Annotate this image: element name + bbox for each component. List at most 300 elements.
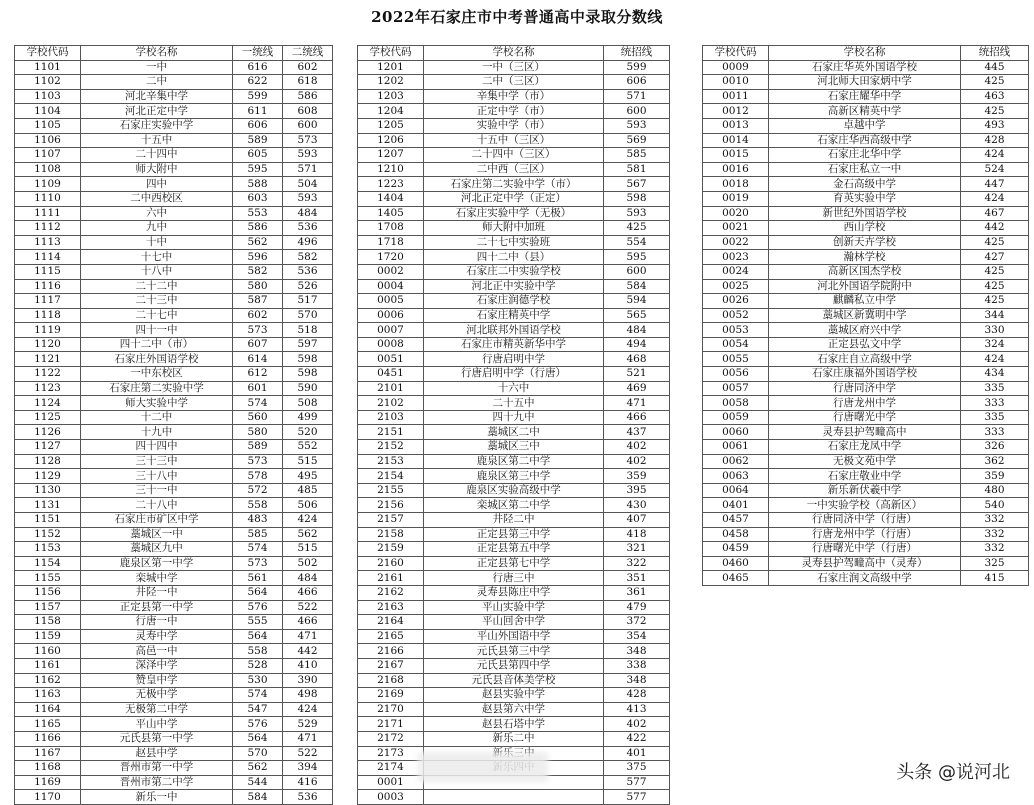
school-name: 二十三中 [81,294,233,309]
school-code: 2151 [358,425,424,440]
table-row [703,279,1029,294]
table-row [703,133,1029,148]
school-code: 0064 [703,483,769,498]
school-name: 一中（三区） [424,60,604,75]
table-header-row [358,46,670,61]
table-row [15,600,333,615]
score-unified: 425 [961,75,1029,90]
header-score-1: 一统线 [233,46,283,61]
table-row [15,323,333,338]
table-row [358,367,670,382]
school-code: 0051 [358,352,424,367]
school-name: 四十九中 [424,410,604,425]
page-title: 2022年石家庄市中考普通高中录取分数线 [371,8,663,26]
score-unified-1: 558 [233,498,283,513]
score-unified: 595 [604,250,670,265]
score-unified: 571 [604,89,670,104]
table-row [703,118,1029,133]
score-unified-1: 564 [233,585,283,600]
score-unified-1: 587 [233,294,283,309]
school-name: 藁城区新冀明中学 [769,308,961,323]
school-name: 石家庄润德学校 [424,294,604,309]
table-row [358,702,670,717]
score-unified-1: 560 [233,410,283,425]
school-name: 行唐一中 [81,615,233,630]
score-unified: 469 [604,381,670,396]
school-name: 十五中（三区） [424,133,604,148]
table-row [703,162,1029,177]
table-row [703,308,1029,323]
school-name: 行唐曙光中学 [769,410,961,425]
score-unified-2: 618 [283,75,333,90]
score-unified: 471 [604,396,670,411]
school-name: 行唐龙州中学（行唐） [769,527,961,542]
school-code: 0002 [358,264,424,279]
school-code: 1201 [358,60,424,75]
school-name: 无极文苑中学 [769,454,961,469]
school-name: 西山学校 [769,221,961,236]
school-name: 平山实验中学 [424,600,604,615]
score-unified-1: 547 [233,702,283,717]
score-unified-2: 536 [283,790,333,805]
school-name: 井陉二中 [424,513,604,528]
table-row [15,396,333,411]
table-row [15,658,333,673]
school-name: 四中 [81,177,233,192]
score-unified: 425 [604,221,670,236]
score-unified-2: 466 [283,585,333,600]
table-row [703,556,1029,571]
score-unified-1: 573 [233,454,283,469]
score-unified: 593 [604,118,670,133]
school-name: 石家庄润文高级中学 [769,571,961,586]
table-row [703,235,1029,250]
school-name: 行唐龙州中学 [769,396,961,411]
school-code: 1112 [15,221,81,236]
table-row [15,191,333,206]
school-code: 1163 [15,688,81,703]
school-code: 1207 [358,148,424,163]
school-name: 石家庄市精英新华中学 [424,337,604,352]
table-row [703,425,1029,440]
score-unified: 424 [961,148,1029,163]
score-unified: 425 [961,294,1029,309]
table-row [15,294,333,309]
score-unified: 362 [961,454,1029,469]
school-name: 一中东校区 [81,367,233,382]
school-name: 金石高级中学 [769,177,961,192]
school-code: 2152 [358,440,424,455]
table-row [15,615,333,630]
score-unified-1: 589 [233,133,283,148]
table-row [358,513,670,528]
school-code: 0011 [703,89,769,104]
school-name: 元氏县第一中学 [81,731,233,746]
table-row [15,469,333,484]
score-unified: 599 [604,60,670,75]
school-code: 1103 [15,89,81,104]
score-unified-2: 529 [283,717,333,732]
school-name: 正定县第五中学 [424,542,604,557]
table-row [358,294,670,309]
score-unified: 424 [961,352,1029,367]
school-code: 2153 [358,454,424,469]
school-name: 赵县实验中学 [424,688,604,703]
school-code: 1206 [358,133,424,148]
score-unified: 585 [604,148,670,163]
school-name: 十五中 [81,133,233,148]
table-row [15,221,333,236]
school-code: 1155 [15,571,81,586]
school-name: 麒麟私立中学 [769,294,961,309]
score-unified-2: 552 [283,440,333,455]
school-code: 1160 [15,644,81,659]
school-name: 无极中学 [81,688,233,703]
score-unified: 584 [604,279,670,294]
school-name: 无极第二中学 [81,702,233,717]
table-row [703,264,1029,279]
score-unified-1: 576 [233,600,283,615]
table-row [15,410,333,425]
score-unified-2: 485 [283,483,333,498]
school-code: 0012 [703,104,769,119]
table-row [15,571,333,586]
score-unified: 493 [961,118,1029,133]
school-name: 行唐三中 [424,571,604,586]
school-name: 正定县第一中学 [81,600,233,615]
table-row [358,308,670,323]
school-code: 2160 [358,556,424,571]
score-unified: 332 [961,527,1029,542]
score-unified: 372 [604,615,670,630]
score-unified: 442 [961,221,1029,236]
table-row [703,454,1029,469]
school-name: 河北正定中学（正定） [424,191,604,206]
school-name: 河北正定中学 [81,104,233,119]
score-unified-1: 622 [233,75,283,90]
score-unified-2: 504 [283,177,333,192]
school-code: 1165 [15,717,81,732]
school-name: 石家庄第二实验中学 [81,381,233,396]
school-name: 四十二中（市） [81,337,233,352]
table-row [358,337,670,352]
school-code: 1166 [15,731,81,746]
score-unified-1: 599 [233,89,283,104]
score-unified-1: 595 [233,162,283,177]
score-unified-2: 484 [283,571,333,586]
table-row [358,673,670,688]
table-row [358,469,670,484]
table-row [358,658,670,673]
score-unified-2: 593 [283,191,333,206]
score-unified-2: 424 [283,702,333,717]
school-name: 新世纪外国语学校 [769,206,961,221]
school-code: 0020 [703,206,769,221]
school-name: 行唐启明中学（行唐） [424,367,604,382]
school-code: 1204 [358,104,424,119]
school-code: 2174 [358,761,424,776]
school-name [424,790,604,805]
school-code: 1156 [15,585,81,600]
school-name: 十六中 [424,381,604,396]
table-row [15,381,333,396]
school-code: 1210 [358,162,424,177]
score-unified-1: 614 [233,352,283,367]
score-unified: 600 [604,104,670,119]
table-row [358,410,670,425]
school-name: 石家庄第二实验中学（市） [424,177,604,192]
score-unified-1: 588 [233,177,283,192]
school-code: 0056 [703,367,769,382]
school-name: 石家庄华西高级中学 [769,133,961,148]
score-unified: 428 [604,688,670,703]
school-code: 0060 [703,425,769,440]
school-code: 0022 [703,235,769,250]
school-name: 新乐一中 [81,790,233,805]
score-unified: 322 [604,556,670,571]
school-code: 2155 [358,483,424,498]
school-name: 正定县弘文中学 [769,337,961,352]
table-row [15,162,333,177]
score-unified: 415 [961,571,1029,586]
school-name: 晋州市第二中学 [81,775,233,790]
score-unified: 361 [604,585,670,600]
school-code: 2171 [358,717,424,732]
score-unified: 401 [604,746,670,761]
school-name: 鹿泉区第三中学 [424,469,604,484]
school-name: 正定县第七中学 [424,556,604,571]
score-unified: 425 [961,279,1029,294]
score-unified-1: 544 [233,775,283,790]
school-name: 创新天卉学校 [769,235,961,250]
school-code: 0004 [358,279,424,294]
table-row [15,148,333,163]
school-name: 四十二中（县） [424,250,604,265]
school-code: 2167 [358,658,424,673]
table-row [358,556,670,571]
school-name: 深泽中学 [81,658,233,673]
header-score-2: 二统线 [283,46,333,61]
school-name: 六中 [81,206,233,221]
school-code: 0003 [358,790,424,805]
school-code: 1109 [15,177,81,192]
school-code: 2102 [358,396,424,411]
school-name: 灵寿县陈庄中学 [424,585,604,600]
table-row [15,585,333,600]
school-name: 卓越中学 [769,118,961,133]
score-unified: 425 [961,104,1029,119]
score-unified-2: 394 [283,761,333,776]
school-name: 十八中 [81,264,233,279]
school-name: 栾城中学 [81,571,233,586]
school-name: 河北联邦外国语学校 [424,323,604,338]
table-row [15,542,333,557]
school-name: 晋州市第一中学 [81,761,233,776]
school-code: 2169 [358,688,424,703]
school-code: 1111 [15,206,81,221]
school-name: 石家庄耀华中学 [769,89,961,104]
table-row [703,410,1029,425]
table-row [703,483,1029,498]
school-name: 石家庄二中实验学校 [424,264,604,279]
table-row [703,89,1029,104]
score-unified-1: 586 [233,221,283,236]
score-unified: 600 [604,264,670,279]
score-unified: 402 [604,454,670,469]
school-code: 0010 [703,75,769,90]
score-unified: 581 [604,162,670,177]
table-row [15,235,333,250]
school-name: 二十七中 [81,308,233,323]
score-unified: 569 [604,133,670,148]
score-unified: 565 [604,308,670,323]
score-unified: 577 [604,775,670,790]
school-code: 1223 [358,177,424,192]
school-code: 0055 [703,352,769,367]
school-code: 1169 [15,775,81,790]
table-row [358,75,670,90]
table-row [358,498,670,513]
school-code: 0015 [703,148,769,163]
school-code: 0026 [703,294,769,309]
score-unified-2: 570 [283,308,333,323]
school-code: 0006 [358,308,424,323]
table-row [703,469,1029,484]
score-unified-1: 584 [233,790,283,805]
table-row [15,746,333,761]
score-unified-1: 580 [233,425,283,440]
table-row [358,790,670,805]
table-row [15,761,333,776]
score-unified: 593 [604,206,670,221]
table-row [358,323,670,338]
score-unified-1: 589 [233,440,283,455]
school-code: 1154 [15,556,81,571]
score-unified-1: 611 [233,104,283,119]
school-name: 元氏县第三中学 [424,644,604,659]
score-unified: 325 [961,556,1029,571]
school-code: 0451 [358,367,424,382]
table-row [15,89,333,104]
blurred-region [418,752,548,782]
school-code: 1157 [15,600,81,615]
table-row [703,177,1029,192]
score-unified-2: 562 [283,527,333,542]
table-row [703,337,1029,352]
school-name: 一中 [81,60,233,75]
school-name: 赵县石塔中学 [424,717,604,732]
school-code: 1116 [15,279,81,294]
school-code: 1115 [15,264,81,279]
school-name: 新乐新伏羲中学 [769,483,961,498]
score-unified-2: 600 [283,118,333,133]
school-name: 高新区精英中学 [769,104,961,119]
school-code: 1102 [15,75,81,90]
school-name: 石家庄私立一中 [769,162,961,177]
school-code: 1127 [15,440,81,455]
table-row [358,688,670,703]
table-row [703,571,1029,586]
score-unified: 402 [604,440,670,455]
school-name: 新乐二中 [424,731,604,746]
school-name: 赵县第六中学 [424,702,604,717]
table-row [15,688,333,703]
school-code: 0021 [703,221,769,236]
table-row [358,191,670,206]
school-name: 石家庄华英外国语学校 [769,60,961,75]
school-name: 正定县第三中学 [424,527,604,542]
score-unified-1: 564 [233,629,283,644]
school-name: 石家庄敬业中学 [769,469,961,484]
table-row [358,454,670,469]
score-unified-2: 582 [283,250,333,265]
school-code: 1708 [358,221,424,236]
table-row [703,527,1029,542]
score-unified-1: 616 [233,60,283,75]
score-unified-2: 498 [283,688,333,703]
table-row [358,133,670,148]
score-unified: 554 [604,235,670,250]
table-row [358,527,670,542]
score-unified-2: 499 [283,410,333,425]
table-row [15,133,333,148]
score-unified: 540 [961,498,1029,513]
school-name: 二十八中 [81,498,233,513]
table-row [703,381,1029,396]
score-unified-2: 522 [283,600,333,615]
school-name: 赞皇中学 [81,673,233,688]
school-name: 藁城区三中 [424,440,604,455]
school-code: 2163 [358,600,424,615]
score-unified-1: 605 [233,148,283,163]
score-unified-1: 606 [233,118,283,133]
school-code: 2157 [358,513,424,528]
table-row [15,104,333,119]
score-unified: 437 [604,425,670,440]
score-unified-2: 466 [283,615,333,630]
score-unified-2: 471 [283,731,333,746]
school-code: 1161 [15,658,81,673]
school-name: 实验中学（市） [424,118,604,133]
school-code: 2170 [358,702,424,717]
score-unified-1: 578 [233,469,283,484]
school-name: 井陉一中 [81,585,233,600]
school-code: 0465 [703,571,769,586]
score-unified: 332 [961,542,1029,557]
school-name: 四十四中 [81,440,233,455]
school-name: 九中 [81,221,233,236]
school-code: 0459 [703,542,769,557]
school-name: 河北师大田家炳中学 [769,75,961,90]
table-row [15,629,333,644]
school-name: 石家庄北华中学 [769,148,961,163]
score-unified-2: 416 [283,775,333,790]
table-row [15,440,333,455]
table-row [358,148,670,163]
school-name: 鹿泉区第二中学 [424,454,604,469]
school-name: 育英实验中学 [769,191,961,206]
score-unified-2: 390 [283,673,333,688]
score-unified-1: 553 [233,206,283,221]
score-unified: 463 [961,89,1029,104]
school-name: 藁城区一中 [81,527,233,542]
school-name: 师大附中 [81,162,233,177]
school-name: 十九中 [81,425,233,440]
school-code: 2172 [358,731,424,746]
table-row [15,513,333,528]
header-code: 学校代码 [703,46,769,61]
watermark: 头条 @说河北 [892,756,1014,786]
